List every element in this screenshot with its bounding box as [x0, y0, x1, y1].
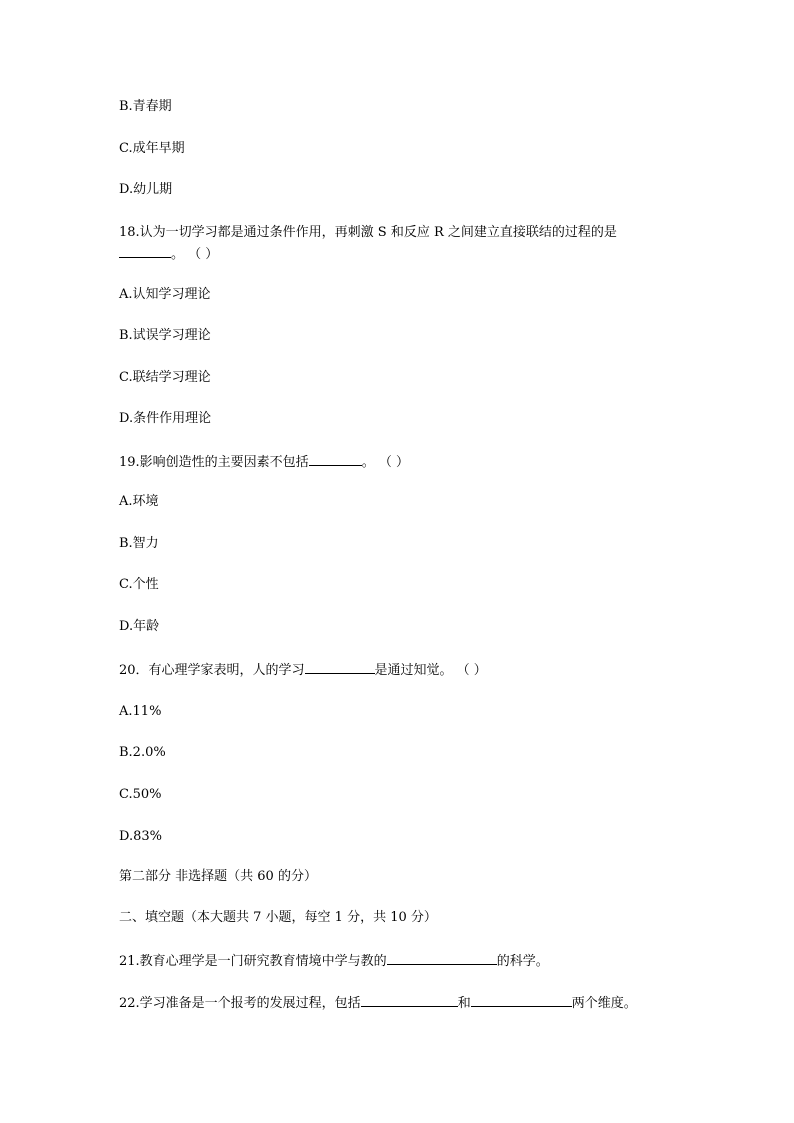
q20-option-d: D.83%	[119, 829, 162, 844]
q22-stem-tail: 两个维度。	[571, 996, 637, 1011]
q17-option-c: C.成年早期	[119, 141, 185, 156]
q20-stem-tail: 是通过知觉。 （ ）	[374, 663, 487, 678]
q21-stem-tail: 的科学。	[496, 954, 549, 969]
q22-answer-blank-1	[361, 994, 458, 1007]
q19-stem-head: 19.影响创造性的主要因素不包括	[119, 455, 309, 470]
q21-answer-blank	[387, 952, 497, 965]
q20-option-b: B.2.0%	[119, 745, 166, 760]
q22-stem	[119, 994, 637, 1012]
q22-stem-head: 22.学习准备是一个报考的发展过程，包括	[119, 996, 361, 1011]
q19-stem	[119, 453, 409, 471]
q20-stem	[119, 661, 487, 679]
q17-option-b: B.青春期	[119, 99, 172, 114]
q20-stem-head: 20．有心理学家表明，人的学习	[119, 663, 305, 678]
q17-option-d: D.幼儿期	[119, 182, 173, 197]
q21-stem	[119, 952, 549, 970]
q18-option-d: D.条件作用理论	[119, 411, 212, 426]
q18-stem-tail: 。 （ ）	[171, 247, 219, 262]
q20-option-a: A.11%	[119, 704, 162, 719]
q18-option-c: C.联结学习理论	[119, 370, 211, 385]
part2-heading: 第二部分 非选择题（共 60 的分）	[119, 869, 317, 884]
q19-option-b: B.智力	[119, 536, 159, 551]
q19-stem-tail: 。 （ ）	[361, 455, 409, 470]
q19-option-d: D.年龄	[119, 619, 160, 634]
q19-answer-blank	[309, 453, 362, 466]
q18-stem: 18.认为一切学习都是通过条件作用，再刺激 S 和反应 R 之间建立直接联结的过程的是	[119, 225, 617, 240]
q20-answer-blank	[305, 661, 375, 674]
section2-heading: 二、填空题（本大题共 7 小题，每空 1 分，共 10 分）	[119, 910, 437, 925]
q21-stem-head: 21.教育心理学是一门研究教育情境中学与教的	[119, 954, 387, 969]
q20-option-c: C.50%	[119, 787, 162, 802]
q18-stem-line2	[119, 245, 218, 263]
q22-answer-blank-2	[471, 994, 572, 1007]
q19-option-c: C.个性	[119, 577, 159, 592]
q22-stem-mid: 和	[457, 996, 471, 1011]
q18-option-a: A.认知学习理论	[119, 287, 211, 302]
q18-answer-blank	[119, 245, 171, 258]
q19-option-a: A.环境	[119, 494, 159, 509]
q18-option-b: B.试误学习理论	[119, 328, 211, 343]
